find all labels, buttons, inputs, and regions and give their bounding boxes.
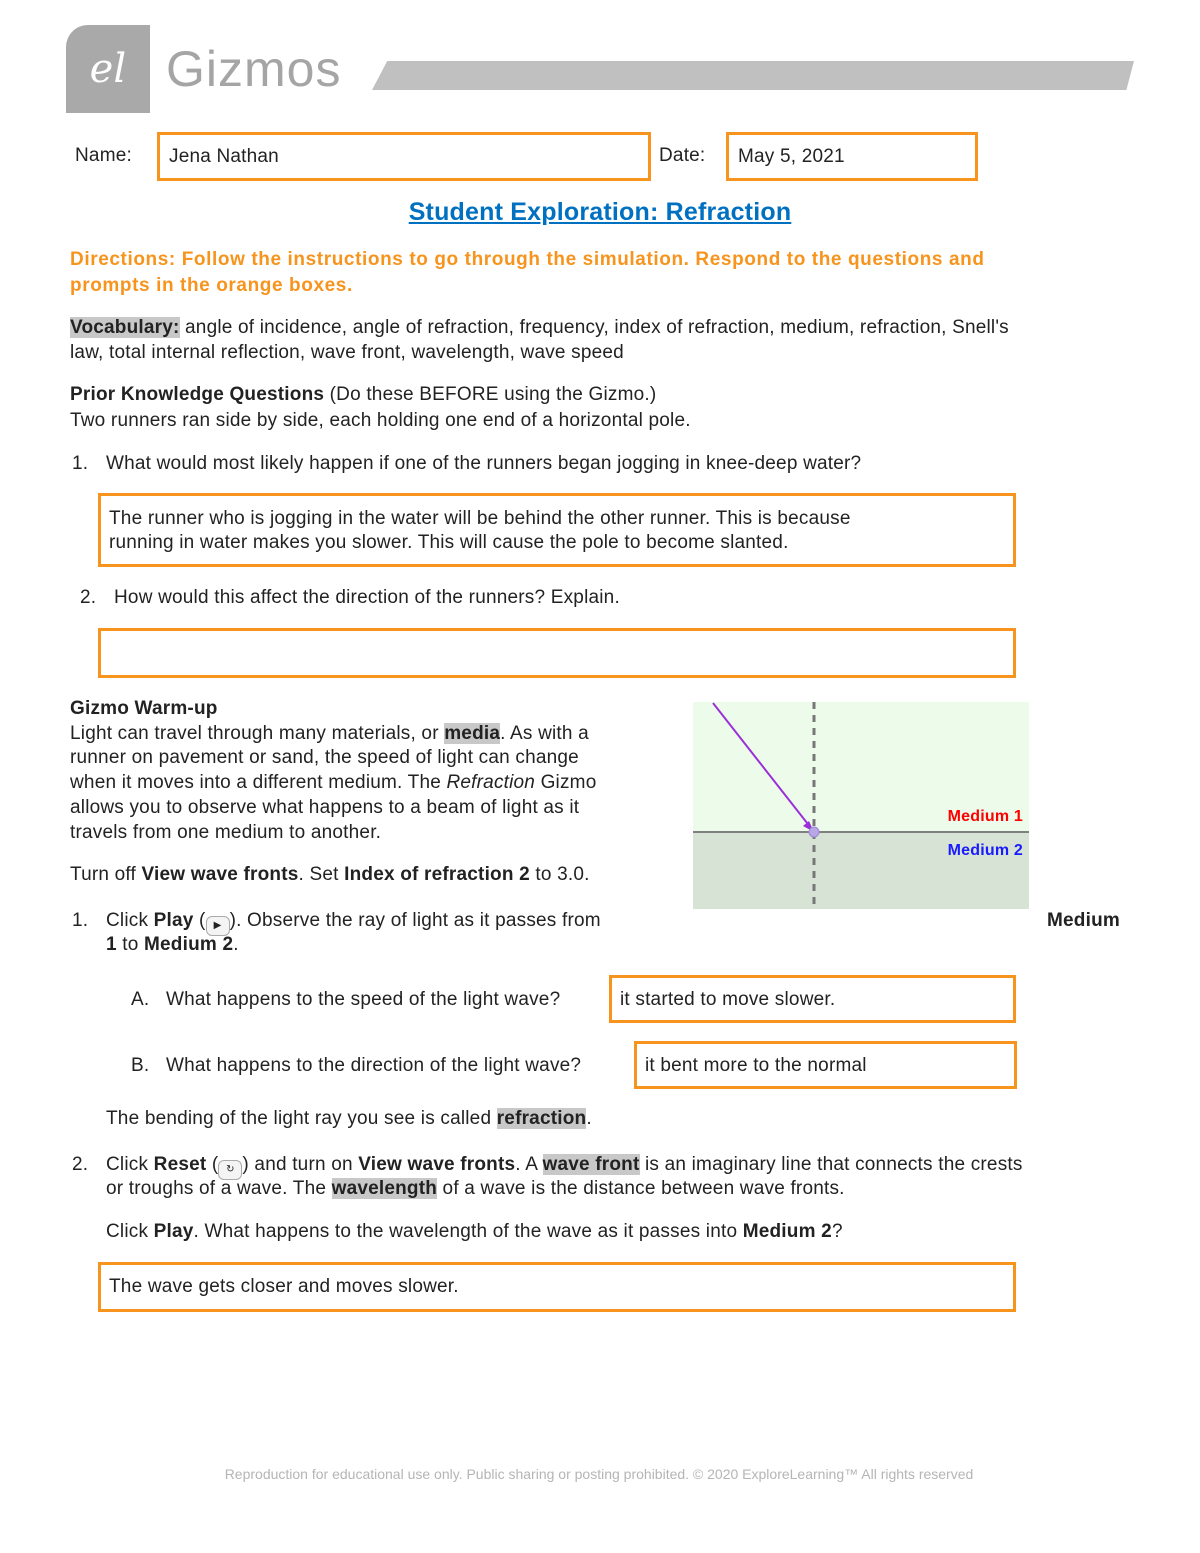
warmup-text: Gizmo <box>535 772 597 793</box>
text: ? <box>831 1221 843 1242</box>
q1-answer-line-1: The runner who is jogging in the water will be behind the other runner. This is because <box>109 508 851 529</box>
name-field[interactable] <box>157 132 651 181</box>
text: Turn off <box>70 864 142 885</box>
warmup-text: . As with a <box>500 723 589 744</box>
prior-heading <box>70 384 656 406</box>
text: Medium 2 <box>742 1221 832 1242</box>
q1-number: 1. <box>72 453 89 474</box>
qb-text: What happens to the direction of the light wave? <box>166 1055 582 1076</box>
play-icon: ▶ <box>206 916 230 936</box>
refraction-definition <box>106 1108 592 1130</box>
qb-label: B. <box>131 1055 150 1076</box>
warmup-heading: Gizmo Warm-up <box>70 698 218 719</box>
q1-answer-box[interactable] <box>98 493 1016 567</box>
term-wave-front: wave front <box>542 1154 640 1175</box>
header-bar <box>372 61 1134 90</box>
medium-2-label: Medium 2 <box>947 842 1023 859</box>
term-refraction: refraction <box>496 1108 587 1129</box>
qa-text: What happens to the speed of the light wave? <box>166 989 561 1010</box>
q2-answer-box[interactable] <box>98 628 1016 678</box>
step1-line-2 <box>106 934 239 956</box>
incidence-point <box>809 827 819 837</box>
qa-answer-box[interactable] <box>609 975 1016 1023</box>
warmup-line-4: allows you to observe what happens to a beam of light as it <box>70 797 580 818</box>
text: The bending of the light ray you see is called <box>106 1108 497 1129</box>
text: View wave fronts <box>358 1154 516 1175</box>
date-label: Date: <box>659 145 706 166</box>
qa-label: A. <box>131 989 150 1010</box>
text: ) and turn on <box>242 1154 359 1175</box>
prior-note: (Do these BEFORE using the Gizmo.) <box>324 384 657 405</box>
step1-medium-word: Medium <box>1047 910 1120 931</box>
qb-answer-box[interactable] <box>634 1041 1017 1089</box>
step1-line-1 <box>106 910 601 936</box>
warmup-text: when it moves into a different medium. The <box>70 772 447 793</box>
text: . A <box>515 1154 543 1175</box>
text: . What happens to the wavelength of the wave as it passes into <box>193 1221 743 1242</box>
vocabulary-terms: angle of incidence, angle of refraction, frequency, index of refraction, medium, refraction, Snell's <box>179 317 1009 338</box>
prior-intro: Two runners ran side by side, each holding one end of a horizontal pole. <box>70 410 691 431</box>
term-wavelength: wavelength <box>331 1178 438 1199</box>
text: Play <box>153 1221 194 1242</box>
text: Medium 2 <box>144 934 234 955</box>
refraction-simulation-image <box>693 702 1029 909</box>
text: . <box>586 1108 592 1129</box>
play-term: Play <box>153 910 194 931</box>
setting-name: View wave fronts <box>141 864 299 885</box>
qa-answer: it started to move slower. <box>620 989 836 1010</box>
text: ). Observe the ray of light as it passes from <box>229 910 601 931</box>
date-field[interactable] <box>726 132 978 181</box>
qb-answer: it bent more to the normal <box>645 1055 867 1076</box>
text: to 3.0. <box>529 864 590 885</box>
warmup-text: Light can travel through many materials, or <box>70 723 445 744</box>
text: 1 <box>106 934 117 955</box>
text: Click <box>106 1154 154 1175</box>
text: of a wave is the distance between wave fronts. <box>437 1178 845 1199</box>
directions-line-1: Directions: Follow the instructions to go through the simulation. Respond to the questions and <box>70 249 985 270</box>
date-value: May 5, 2021 <box>738 146 845 167</box>
gizmo-name: Refraction <box>446 772 536 793</box>
term-media: media <box>444 723 501 744</box>
directions-line-2: prompts in the orange boxes. <box>70 275 353 296</box>
el-logo-mark: el <box>66 25 150 113</box>
medium-1-label: Medium 1 <box>947 808 1023 825</box>
text: . <box>233 934 239 955</box>
warmup-line-5: travels from one medium to another. <box>70 822 382 843</box>
vocabulary-label: Vocabulary: <box>70 317 180 338</box>
name-label: Name: <box>75 145 132 166</box>
footer-copyright: Reproduction for educational use only. Public sharing or posting prohibited. © 2020 ExploreLearning™ All rights reserved <box>224 1466 974 1482</box>
text: . Set <box>298 864 345 885</box>
warmup-line-1 <box>70 723 589 745</box>
q1-text: What would most likely happen if one of the runners began jogging in knee-deep water? <box>106 453 862 474</box>
text: is an imaginary line that connects the crests <box>639 1154 1023 1175</box>
text: to <box>116 934 144 955</box>
step1-number: 1. <box>72 910 89 931</box>
q1-answer-line-2: running in water makes you slower. This will cause the pole to become slanted. <box>109 532 789 553</box>
turn-off-instruction <box>70 864 590 886</box>
q2-text: How would this affect the direction of the runners? Explain. <box>114 587 620 608</box>
step2-line-2 <box>106 1178 845 1200</box>
reset-term: Reset <box>153 1154 207 1175</box>
step2-answer-box[interactable] <box>98 1262 1016 1312</box>
vocabulary-line-2: law, total internal reflection, wave front, wavelength, wave speed <box>70 342 624 363</box>
warmup-line-2: runner on pavement or sand, the speed of light can change <box>70 747 579 768</box>
warmup-line-3 <box>70 772 596 794</box>
name-value: Jena Nathan <box>169 146 279 167</box>
step2-question <box>106 1221 843 1243</box>
step2-answer: The wave gets closer and moves slower. <box>109 1276 459 1297</box>
reset-icon: ↻ <box>218 1160 242 1180</box>
logo-text: Gizmos <box>166 41 342 97</box>
prior-heading-text: Prior Knowledge Questions <box>70 384 325 405</box>
vocabulary-line-1 <box>70 317 1009 339</box>
q2-number: 2. <box>80 587 97 608</box>
step2-number: 2. <box>72 1154 89 1175</box>
setting-name: Index of refraction 2 <box>344 864 530 885</box>
page-title: Student Exploration: Refraction <box>408 198 792 226</box>
step2-line-1 <box>106 1154 1023 1180</box>
text: or troughs of a wave. The <box>106 1178 332 1199</box>
text: ( <box>206 1154 219 1175</box>
text: ( <box>193 910 206 931</box>
text: Click <box>106 910 154 931</box>
text: Click <box>106 1221 154 1242</box>
